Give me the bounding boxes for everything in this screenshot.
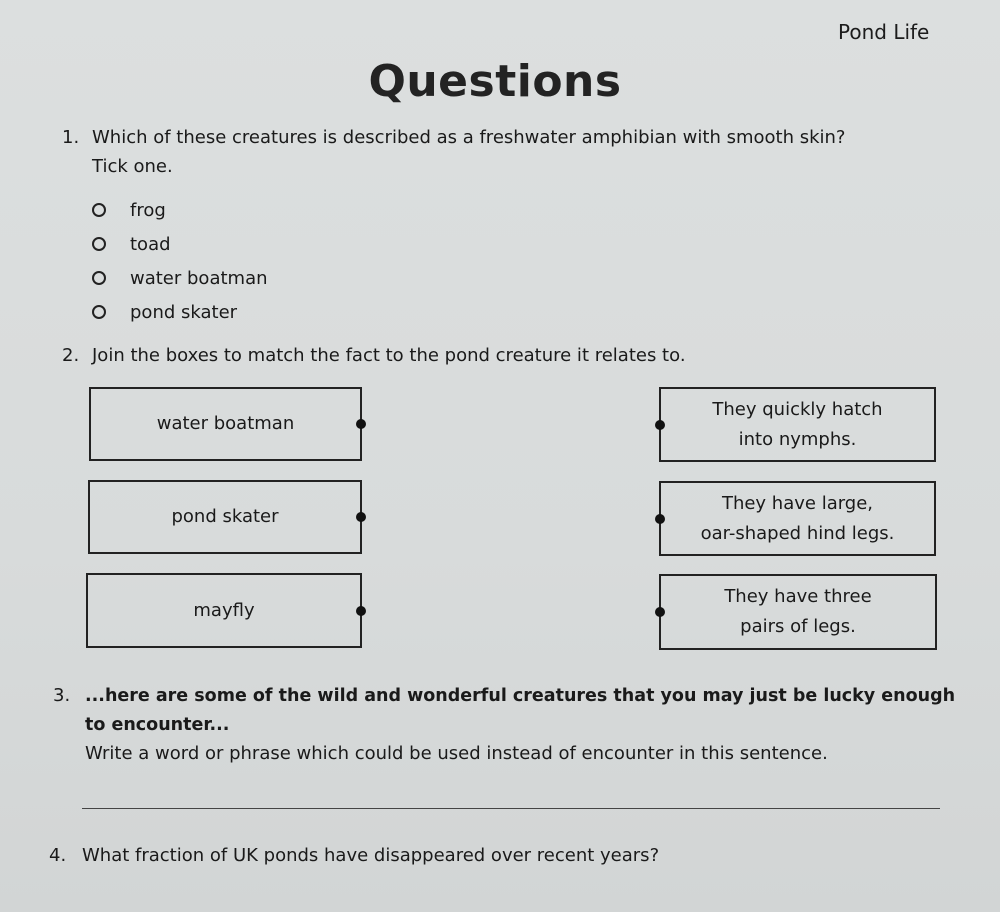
radio-circle-icon[interactable] [92, 305, 106, 319]
radio-circle-icon[interactable] [92, 203, 106, 217]
option-label: toad [130, 233, 171, 255]
connector-dot-icon[interactable] [655, 514, 665, 524]
box-label: water boatman [156, 413, 295, 434]
option-frog[interactable] [92, 198, 166, 222]
connector-dot-icon[interactable] [655, 607, 665, 617]
connector-dot-icon[interactable] [655, 420, 665, 430]
box-line-1: They have large, [721, 492, 874, 514]
box-line-2: into nymphs. [738, 428, 857, 450]
radio-circle-icon[interactable] [92, 271, 106, 285]
question-text: What fraction of UK ponds have disappeared over recent years? [82, 845, 660, 866]
connector-dot-icon[interactable] [356, 606, 366, 616]
question-number: 4. [49, 845, 67, 866]
option-label: water boatman [130, 267, 268, 289]
match-box-oar-legs[interactable] [659, 481, 936, 556]
box-label: mayfly [193, 599, 255, 621]
option-toad[interactable] [92, 232, 171, 256]
topic-header: Pond Life [838, 20, 930, 44]
question-text: Join the boxes to match the fact to the pond creature it relates to. [92, 345, 686, 366]
quote-line-1: ...here are some of the wild and wonderful creatures that you may just be lucky enough [85, 686, 956, 706]
option-label: pond skater [130, 301, 238, 323]
box-line-2: oar-shaped hind legs. [700, 522, 895, 544]
question-text: Which of these creatures is described as a freshwater amphibian with smooth skin? [92, 127, 846, 148]
page-title: Questions [368, 56, 622, 107]
question-number: 1. [62, 127, 80, 148]
box-line-1: They quickly hatch [712, 398, 883, 420]
question-number: 3. [53, 685, 71, 706]
match-box-mayfly[interactable] [86, 573, 362, 648]
option-pond-skater[interactable] [92, 300, 237, 324]
box-line-2: pairs of legs. [740, 616, 856, 637]
question-instruction: Tick one. [92, 156, 173, 177]
question-text: Write a word or phrase which could be used instead of encounter in this sentence. [85, 743, 828, 764]
box-label: pond skater [171, 506, 279, 527]
answer-line[interactable] [82, 808, 940, 809]
quote-line-2: to encounter... [85, 715, 230, 735]
match-box-three-pairs-legs[interactable] [659, 574, 937, 650]
connector-dot-icon[interactable] [356, 512, 366, 522]
option-label: frog [130, 199, 166, 221]
option-water-boatman[interactable] [92, 266, 268, 290]
match-box-pond-skater[interactable] [88, 480, 362, 554]
connector-dot-icon[interactable] [356, 419, 366, 429]
radio-circle-icon[interactable] [92, 237, 106, 251]
question-number: 2. [62, 345, 80, 366]
match-box-water-boatman[interactable] [89, 387, 362, 461]
match-box-hatch-nymphs[interactable] [659, 387, 936, 462]
box-line-1: They have three [724, 586, 872, 607]
